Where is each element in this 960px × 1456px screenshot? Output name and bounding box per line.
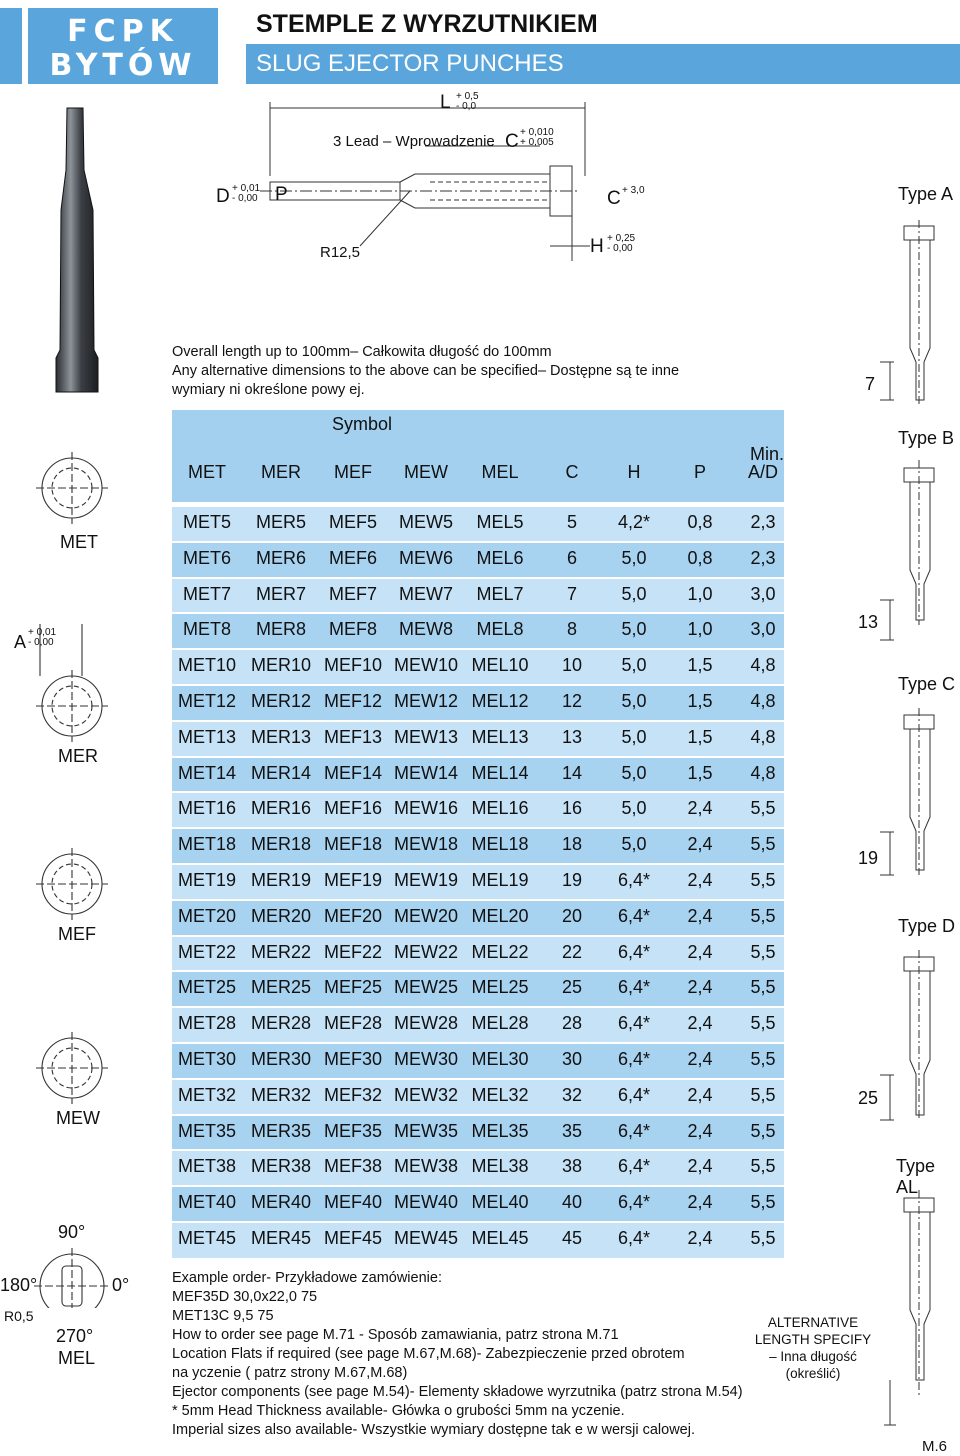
table-cell: MEW20 xyxy=(393,905,458,926)
table-cell: 6,4* xyxy=(617,1049,651,1069)
table-cell: MEF10 xyxy=(323,655,383,676)
table-cell: 40 xyxy=(561,1192,583,1213)
dim-A-tol: + 0,01 - 0,00 xyxy=(28,627,57,648)
table-cell: MEF38 xyxy=(323,1156,383,1177)
table-cell: MEL38 xyxy=(471,1156,529,1177)
dimension-table xyxy=(172,410,784,1262)
table-cell: MEF5 xyxy=(328,512,377,532)
table-cell: 5,0 xyxy=(621,834,647,855)
table-cell: MEL20 xyxy=(471,905,529,926)
table-cell: 18 xyxy=(561,834,583,855)
table-cell: 5,0 xyxy=(621,726,647,747)
table-cell: 5,5 xyxy=(750,941,776,962)
table-cell: MER32 xyxy=(250,1084,312,1105)
table-cell: 10 xyxy=(561,655,583,676)
table-cell: 32 xyxy=(561,1084,583,1105)
table-cell: 5,5 xyxy=(750,798,776,819)
column-header: A/D xyxy=(747,462,778,482)
dim-C-top-tol: + 0,010 + 0,005 xyxy=(520,127,554,148)
table-cell: 5,5 xyxy=(750,1228,776,1248)
table-cell: 5,5 xyxy=(750,1120,776,1141)
table-cell: MET38 xyxy=(177,1156,237,1177)
table-cell: MEL18 xyxy=(471,834,529,855)
type-a-label: Type A xyxy=(898,184,954,204)
table-cell: MER38 xyxy=(250,1156,312,1177)
type-d-dim: 25 xyxy=(858,1088,879,1108)
table-cell: MEW18 xyxy=(393,834,458,855)
table-cell: MET19 xyxy=(177,870,237,890)
table-cell: MEW19 xyxy=(393,870,458,890)
table-cell: MEW10 xyxy=(393,655,458,676)
table-cell: MEF25 xyxy=(323,977,383,998)
dim-D: D xyxy=(216,186,230,207)
table-cell: MEF28 xyxy=(323,1013,383,1034)
table-cell: MET18 xyxy=(177,834,237,855)
table-cell: 6,4* xyxy=(617,1013,651,1034)
table-cell: MEL30 xyxy=(471,1049,529,1069)
table-cell: MEF22 xyxy=(323,941,383,962)
table-cell: MET25 xyxy=(177,977,237,998)
table-cell: MEL28 xyxy=(471,1013,529,1034)
table-cell: MER22 xyxy=(250,941,312,962)
page-title-pl xyxy=(246,4,960,42)
page-title-en xyxy=(246,44,960,84)
dim-P: P xyxy=(275,184,288,205)
column-header: C xyxy=(565,462,579,482)
symbol-mer-label: MER xyxy=(58,746,98,766)
table-cell: 5,5 xyxy=(750,1192,776,1213)
column-header: MEW xyxy=(404,462,448,482)
type-c-dim: 19 xyxy=(858,848,879,868)
logo-line2: BYTÓW xyxy=(49,48,197,83)
table-cell: 6,4* xyxy=(617,1084,651,1105)
dim-A: A xyxy=(14,632,27,652)
radius-r05: R0,5 xyxy=(4,1308,34,1324)
symbol-met-label: MET xyxy=(60,532,98,552)
table-cell: MEF7 xyxy=(328,583,377,604)
table-cell: 1,5 xyxy=(687,691,713,711)
table-cell: MEL6 xyxy=(476,547,524,568)
table-cell: MER7 xyxy=(255,583,306,604)
table-cell: 3,0 xyxy=(750,583,776,604)
table-cell: 25 xyxy=(561,977,583,998)
table-cell: 0,8 xyxy=(687,547,713,568)
dim-R: R12,5 xyxy=(320,244,361,261)
type-a-dim: 7 xyxy=(865,374,876,394)
column-header: MET xyxy=(188,462,226,482)
table-cell: 35 xyxy=(561,1120,583,1141)
table-cell: MEL25 xyxy=(471,977,529,998)
column-header: MER xyxy=(261,462,301,482)
table-cell: 13 xyxy=(561,726,583,747)
table-cell: 14 xyxy=(561,762,583,783)
table-cell: 28 xyxy=(561,1013,583,1034)
table-cell: MEW22 xyxy=(393,941,458,962)
column-header: P xyxy=(693,462,706,482)
table-cell: MER12 xyxy=(250,691,312,711)
table-cell: MEF14 xyxy=(323,762,383,783)
table-cell: MEF45 xyxy=(323,1228,383,1248)
dim-C-right-tol: + 3,0 xyxy=(622,185,645,196)
table-cell: MET8 xyxy=(182,619,231,640)
table-cell: 5,0 xyxy=(621,691,647,711)
table-cell: 2,4 xyxy=(687,870,713,890)
table-cell: 30 xyxy=(561,1049,583,1069)
table-cell: MET16 xyxy=(177,798,237,819)
table-cell: 2,4 xyxy=(687,905,713,926)
table-cell: 2,4 xyxy=(687,1049,713,1069)
table-cell: 5,0 xyxy=(621,619,647,640)
section-symbols xyxy=(30,448,120,1308)
table-cell: 4,8 xyxy=(750,726,776,747)
table-cell: MEF30 xyxy=(323,1049,383,1069)
symbol-mef-label: MEF xyxy=(58,924,96,944)
table-cell: 2,4 xyxy=(687,977,713,998)
table-cell: 7 xyxy=(566,583,577,604)
table-cell: MET14 xyxy=(177,762,237,783)
table-cell: 4,8 xyxy=(750,655,776,676)
table-cell: MET6 xyxy=(182,547,231,568)
table-cell: MEL45 xyxy=(471,1228,529,1248)
angle-270: 270° xyxy=(56,1326,94,1346)
table-cell: MEW14 xyxy=(393,762,458,783)
punch-photo xyxy=(20,100,130,400)
table-cell: MET13 xyxy=(177,726,237,747)
table-cell: 6,4* xyxy=(617,941,651,962)
table-cell: 2,3 xyxy=(750,512,776,532)
table-cell: 5,5 xyxy=(750,977,776,998)
dim-lead: 3 Lead – Wprowadzenie xyxy=(333,133,495,150)
table-cell: 5,0 xyxy=(621,798,647,819)
type-b-label: Type B xyxy=(898,428,955,448)
table-cell: 19 xyxy=(561,870,583,890)
table-cell: 6 xyxy=(566,547,577,568)
table-cell: MEF18 xyxy=(323,834,383,855)
table-cell: MEW7 xyxy=(399,583,453,604)
table-cell: MEF40 xyxy=(323,1192,383,1213)
table-cell: MET20 xyxy=(177,905,237,926)
table-cell: 5 xyxy=(566,512,577,532)
table-cell: MER40 xyxy=(250,1192,312,1213)
table-cell: 5,0 xyxy=(621,583,647,604)
table-cell: MER8 xyxy=(255,619,306,640)
table-cell: MEL14 xyxy=(471,762,529,783)
table-cell: MEW8 xyxy=(399,619,453,640)
table-cell: MER35 xyxy=(250,1120,312,1141)
type-d-label: Type D xyxy=(898,916,956,936)
table-cell: MET40 xyxy=(177,1192,237,1213)
punch-drawing xyxy=(230,86,670,276)
table-cell: MET45 xyxy=(177,1228,237,1248)
table-cell: MET10 xyxy=(177,655,237,676)
table-cell: MEL35 xyxy=(471,1120,529,1141)
angle-90: 90° xyxy=(58,1222,86,1242)
table-cell: MET22 xyxy=(177,941,237,962)
table-cell: MER18 xyxy=(250,834,312,855)
table-cell: MEW32 xyxy=(393,1084,458,1105)
title-en-text: SLUG EJECTOR PUNCHES xyxy=(256,50,564,77)
page-number: M.6 xyxy=(922,1438,948,1455)
title-pl-text: STEMPLE Z WYRZUTNIKIEM xyxy=(256,10,598,38)
table-cell: MEF6 xyxy=(328,547,377,568)
table-cell: 2,4 xyxy=(687,1192,713,1213)
table-cell: MET7 xyxy=(182,583,231,604)
table-cell: 5,5 xyxy=(750,1156,776,1177)
logo-line1: FCPK xyxy=(67,14,179,49)
table-cell: MEW30 xyxy=(393,1049,458,1069)
dim-D-tol: + 0,01 - 0,00 xyxy=(232,183,261,204)
table-cell: MEF32 xyxy=(323,1084,383,1105)
table-cell: MEW5 xyxy=(399,512,453,532)
table-cell: MEL32 xyxy=(471,1084,529,1105)
table-cell: 5,0 xyxy=(621,655,647,676)
table-cell: MET30 xyxy=(177,1049,237,1069)
table-cell: 2,4 xyxy=(687,1120,713,1141)
table-cell: MET35 xyxy=(177,1120,237,1141)
table-cell: MEW6 xyxy=(399,547,453,568)
table-cell: 5,5 xyxy=(750,1049,776,1069)
table-cell: MEW45 xyxy=(393,1228,458,1248)
table-cell: MEF13 xyxy=(323,726,383,747)
type-b-dim: 13 xyxy=(858,612,879,632)
table-cell: MEL12 xyxy=(471,691,529,711)
table-cell: MER45 xyxy=(250,1228,312,1248)
dim-C-top: C xyxy=(505,131,519,152)
alternative-length-note: ALTERNATIVE LENGTH SPECIFY – Inna długość (określić) xyxy=(754,1315,872,1381)
dim-L: L xyxy=(440,92,451,113)
table-cell: 0,8 xyxy=(687,512,713,532)
symbol-mew-label: MEW xyxy=(56,1108,100,1128)
table-cell: MEL7 xyxy=(476,583,524,604)
table-cell: 6,4* xyxy=(617,1228,651,1248)
table-cell: MEW25 xyxy=(393,977,458,998)
table-cell: 1,5 xyxy=(687,655,713,676)
table-cell: 5,5 xyxy=(750,905,776,926)
header-accent-bar xyxy=(0,8,22,84)
table-cell: MEF19 xyxy=(323,870,383,890)
table-cell: MET32 xyxy=(177,1084,237,1105)
dim-H: H xyxy=(590,236,604,257)
table-cell: 16 xyxy=(561,798,583,819)
company-logo xyxy=(28,8,218,84)
table-cell: MER28 xyxy=(250,1013,312,1034)
table-cell: 3,0 xyxy=(750,619,776,640)
table-cell: MEW16 xyxy=(393,798,458,819)
overview-text: Overall length up to 100mm– Całkowita długość do 100mm Any alternative dimensions to the above can be specified– Dostępne są te inne wymiary ni określone powy ej. xyxy=(172,344,680,398)
table-cell: 6,4* xyxy=(617,1120,651,1141)
table-cell: 1,0 xyxy=(687,619,713,640)
table-cell: 5,5 xyxy=(750,834,776,855)
table-header xyxy=(172,410,784,502)
table-cell: 22 xyxy=(561,941,583,962)
table-cell: MER19 xyxy=(250,870,312,890)
table-cell: 6,4* xyxy=(617,905,651,926)
symbol-header: Symbol xyxy=(331,414,393,434)
table-cell: MER5 xyxy=(255,512,306,532)
angle-0: 0° xyxy=(112,1275,130,1295)
table-cell: 5,5 xyxy=(750,1013,776,1034)
table-cell: MET12 xyxy=(177,691,237,711)
table-cell: 1,5 xyxy=(687,726,713,747)
table-cell: 12 xyxy=(561,691,583,711)
table-cell: MEL10 xyxy=(471,655,529,676)
table-cell: 5,5 xyxy=(750,870,776,890)
table-cell: MEW28 xyxy=(393,1013,458,1034)
table-cell: MER25 xyxy=(250,977,312,998)
table-cell: MEF8 xyxy=(328,619,377,640)
table-cell: MEF20 xyxy=(323,905,383,926)
dim-H-tol: + 0,25 - 0,00 xyxy=(607,233,636,254)
column-header: MEL xyxy=(481,462,519,482)
table-cell: 2,4 xyxy=(687,941,713,962)
table-cell: MER20 xyxy=(250,905,312,926)
dim-L-tol: + 0,5 - 0,0 xyxy=(456,91,479,112)
type-drawings xyxy=(880,220,960,1450)
table-cell: 4,8 xyxy=(750,691,776,711)
table-cell: 45 xyxy=(561,1228,583,1248)
table-cell: 1,0 xyxy=(687,583,713,604)
table-cell: 2,4 xyxy=(687,1228,713,1248)
type-al-label: Type AL xyxy=(896,1156,936,1197)
table-cell: 8 xyxy=(566,619,577,640)
table-cell: 4,2* xyxy=(617,512,651,532)
table-cell: 2,3 xyxy=(750,547,776,568)
table-cell: MEL8 xyxy=(476,619,524,640)
min-label: Min. xyxy=(749,444,784,464)
symbol-mel-label: MEL xyxy=(58,1348,96,1368)
column-header: H xyxy=(627,462,641,482)
column-header: MEF xyxy=(334,462,372,482)
table-cell: MER10 xyxy=(250,655,312,676)
table-cell: 2,4 xyxy=(687,1084,713,1105)
table-cell: 2,4 xyxy=(687,1013,713,1034)
table-cell: MEL5 xyxy=(476,512,524,532)
angle-180: 180° xyxy=(0,1275,38,1295)
table-cell: 20 xyxy=(561,905,583,926)
table-cell: MER16 xyxy=(250,798,312,819)
table-cell: 6,4* xyxy=(617,1156,651,1177)
table-cell: 2,4 xyxy=(687,834,713,855)
table-cell: MEL16 xyxy=(471,798,529,819)
table-cell: 6,4* xyxy=(617,870,651,890)
table-cell: 2,4 xyxy=(687,798,713,819)
table-cell: MEW35 xyxy=(393,1120,458,1141)
table-cell: MEL22 xyxy=(471,941,529,962)
table-cell: MEW40 xyxy=(393,1192,458,1213)
table-cell: MER13 xyxy=(250,726,312,747)
table-cell: MER6 xyxy=(255,547,306,568)
table-cell: 38 xyxy=(561,1156,583,1177)
table-cell: 5,5 xyxy=(750,1084,776,1105)
table-cell: MET28 xyxy=(177,1013,237,1034)
table-cell: MEL13 xyxy=(471,726,529,747)
type-c-label: Type C xyxy=(898,674,956,694)
order-notes: Example order- Przykładowe zamówienie: MEF35D 30,0x22,0 75 MET13C 9,5 75 How to order see page M.71 - Sposób zamawiania, patrz strona M.71 Location Flats if required (see page M.67,M.68)- Zabezpieczenie przed obrotem na yczenie ( patrz strony M.67,M.68) Ejector components (see page M.54)- Elementy składowe wyrzutnika (patrz strona M.54) * 5mm Head Thickness available- Główka o grubości 5mm na yczenie. Imperial sizes also available- Wszystkie wymiary dostępne tak e w wersji calowej. xyxy=(172,1270,743,1438)
table-cell: MEL19 xyxy=(471,870,529,890)
table-cell: MEL40 xyxy=(471,1192,529,1213)
table-cell: 1,5 xyxy=(687,762,713,783)
table-cell: 6,4* xyxy=(617,977,651,998)
table-cell: MER30 xyxy=(250,1049,312,1069)
table-cell: MEF16 xyxy=(323,798,383,819)
table-cell: MER14 xyxy=(250,762,312,783)
table-cell: MEW13 xyxy=(393,726,458,747)
table-cell: 2,4 xyxy=(687,1156,713,1177)
table-cell: MEW38 xyxy=(393,1156,458,1177)
table-cell: 5,0 xyxy=(621,547,647,568)
table-cell: MEW12 xyxy=(393,691,458,711)
table-cell: 4,8 xyxy=(750,762,776,783)
table-cell: 6,4* xyxy=(617,1192,651,1213)
table-cell: MEF35 xyxy=(323,1120,383,1141)
table-cell: MEF12 xyxy=(323,691,383,711)
table-cell: MET5 xyxy=(182,512,231,532)
dim-C-right: C xyxy=(607,188,621,209)
table-cell: 5,0 xyxy=(621,762,647,783)
